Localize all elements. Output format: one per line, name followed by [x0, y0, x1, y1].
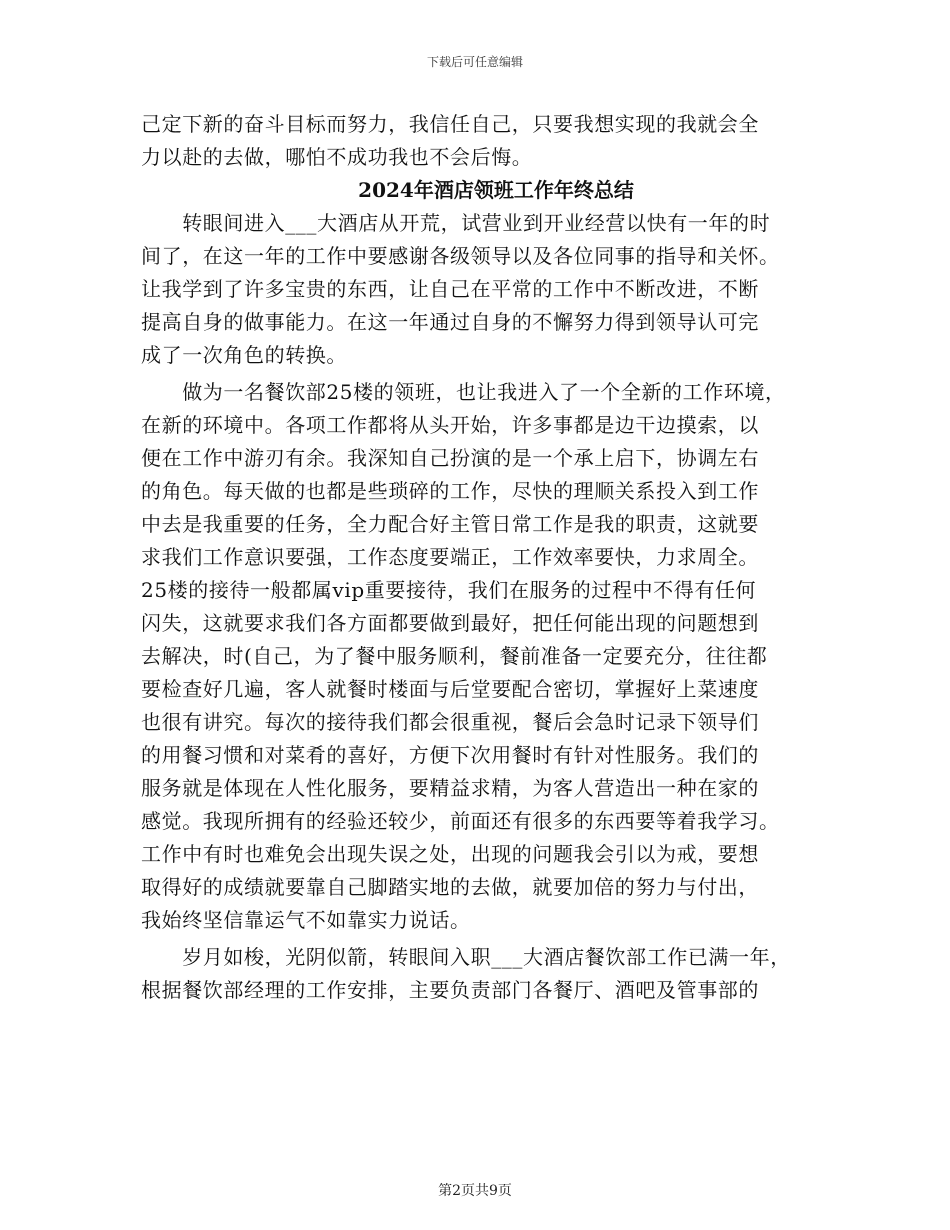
- text-line: 闪失，这就要求我们各方面都要做到最好，把任何能出现的问题想到: [141, 611, 759, 635]
- document-body: [141, 108, 831, 1007]
- text-line: 岁月如梭，光阴似箭，转眼间入职___大酒店餐饮部工作已满一年，: [141, 945, 791, 969]
- intro-paragraph: [141, 108, 831, 174]
- text-line: 取得好的成绩就要靠自己脚踏实地的去做，就要加倍的努力与付出，: [141, 875, 759, 899]
- text-line: 也很有讲究。每次的接待我们都会很重视，餐后会急时记录下领导们: [141, 710, 759, 734]
- text-line: 提高自身的做事能力。在这一年通过自身的不懈努力得到领导认可完: [141, 310, 759, 334]
- text-line: 间了，在这一年的工作中要感谢各级领导以及各位同事的指导和关怀。: [141, 244, 780, 268]
- text-line: 让我学到了许多宝贵的东西，让自己在平常的工作中不断改进，不断: [141, 277, 759, 301]
- page-header: 下载后可任意编辑: [426, 55, 523, 69]
- paragraph-3: [141, 941, 831, 1007]
- text-line: 服务就是体现在人性化服务，要精益求精，为客人营造出一种在家的: [141, 776, 759, 800]
- text-line: 的用餐习惯和对菜肴的喜好，方便下次用餐时有针对性服务。我们的: [141, 743, 759, 767]
- text-line: 中去是我重要的任务，全力配合好主管日常工作是我的职责，这就要: [141, 512, 759, 536]
- document-title: 2024年酒店领班工作年终总结: [358, 178, 634, 202]
- text-line: 转眼间进入___大酒店从开荒，试营业到开业经营以快有一年的时: [141, 211, 771, 235]
- paragraph-1: [141, 207, 831, 372]
- text-line: 的角色。每天做的也都是些琐碎的工作，尽快的理顺关系投入到工作: [141, 479, 759, 503]
- text-line: 成了一次角色的转换。: [141, 343, 347, 367]
- text-line: 要检查好几遍，客人就餐时楼面与后堂要配合密切，掌握好上菜速度: [141, 677, 759, 701]
- text-line: 力以赴的去做，哪怕不成功我也不会后悔。: [141, 145, 533, 169]
- text-line: 在新的环境中。各项工作都将从头开始，许多事都是边干边摸索，以: [141, 413, 759, 437]
- text-line: 求我们工作意识要强，工作态度要端正，工作效率要快，力求周全。: [141, 545, 759, 569]
- text-line: 便在工作中游刃有余。我深知自己扮演的是一个承上启下，协调左右: [141, 446, 759, 470]
- text-line: 感觉。我现所拥有的经验还较少，前面还有很多的东西要等着我学习。: [141, 809, 780, 833]
- text-line: 去解决，时(自己，为了餐中服务顺利，餐前准备一定要充分，往往都: [141, 644, 768, 668]
- text-line: 我始终坚信靠运气不如靠实力说话。: [141, 908, 471, 932]
- text-line: 25楼的接待一般都属vip重要接待，我们在服务的过程中不得有任何: [141, 578, 757, 602]
- paragraph-2: [141, 376, 831, 937]
- text-line: 工作中有时也难免会出现失误之处，出现的问题我会引以为戒，要想: [141, 842, 759, 866]
- text-line: 做为一名餐饮部25楼的领班，也让我进入了一个全新的工作环境，: [141, 380, 786, 404]
- page-footer: 第2页共9页: [438, 1183, 512, 1199]
- text-line: 根据餐饮部经理的工作安排，主要负责部门各餐厅、酒吧及管事部的: [141, 978, 759, 1002]
- text-line: 己定下新的奋斗目标而努力，我信任自己，只要我想实现的我就会全: [141, 112, 759, 136]
